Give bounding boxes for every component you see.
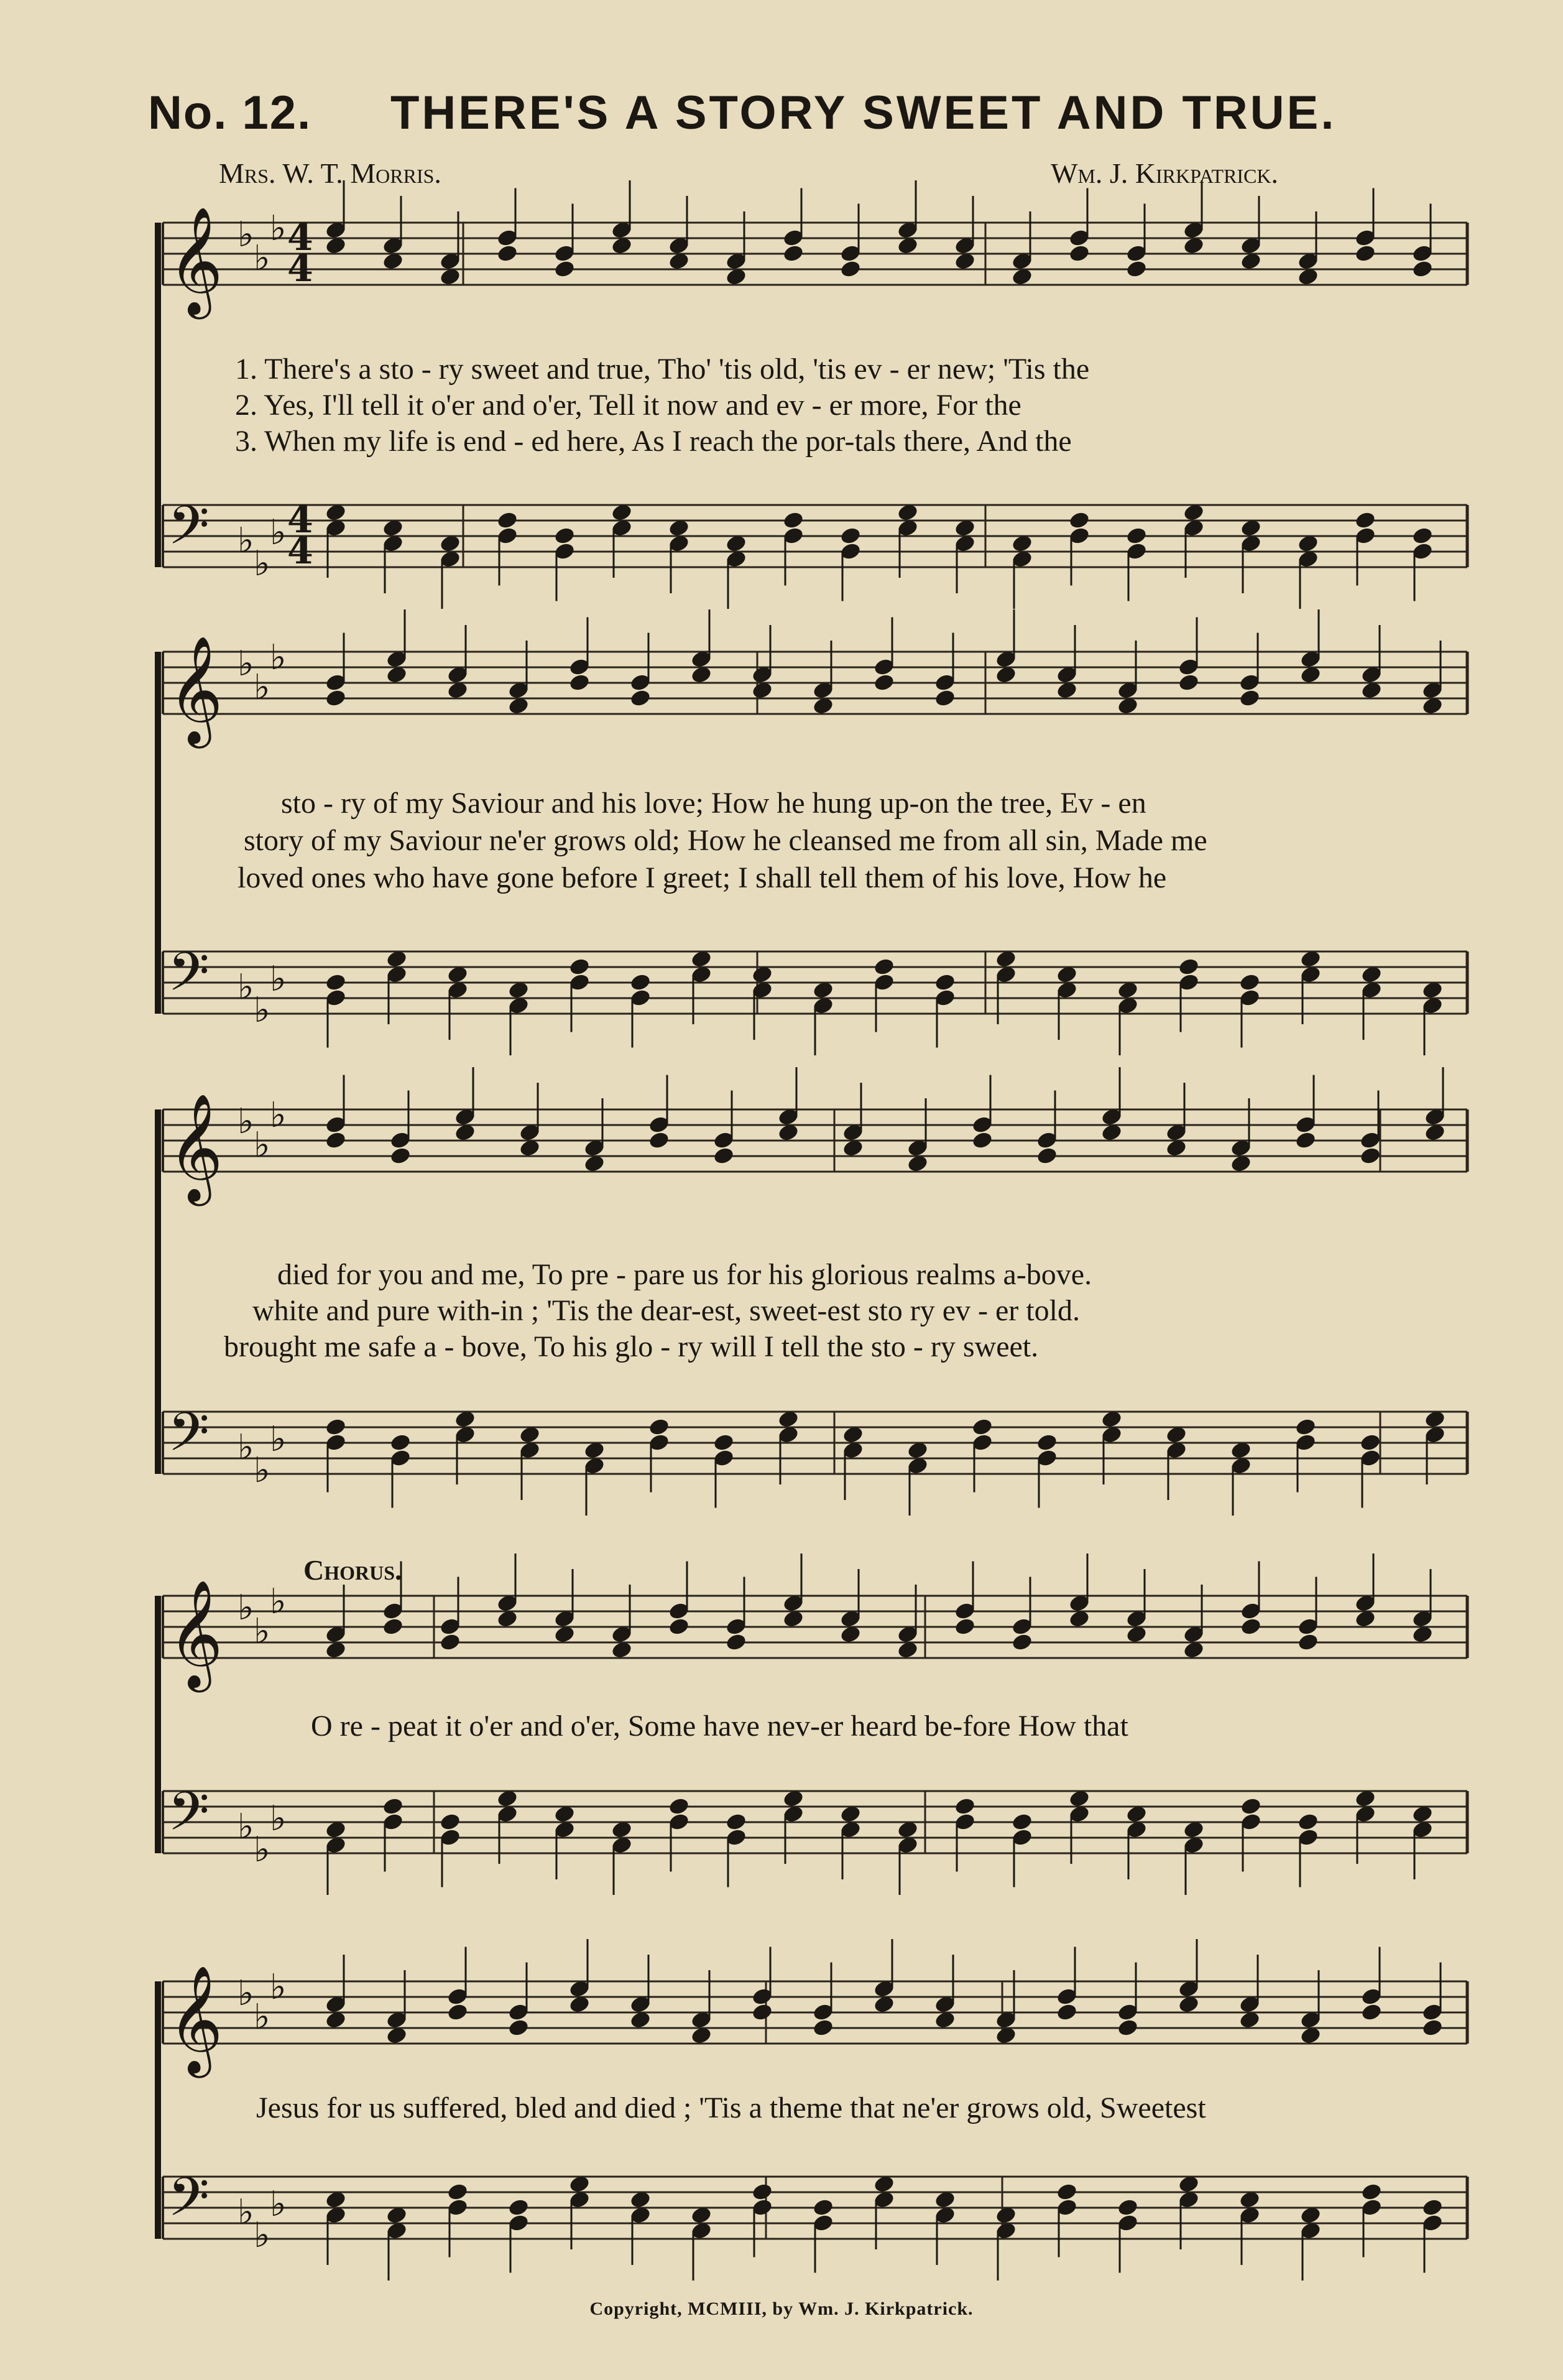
note-head	[1178, 957, 1200, 977]
note-head	[446, 2003, 469, 2022]
note-head	[1360, 2182, 1383, 2202]
treble-clef-icon: 𝄞	[168, 1093, 223, 1202]
flat-sign-icon: ♭	[270, 1799, 287, 1839]
note-head	[712, 1146, 735, 1166]
note-head	[873, 957, 895, 977]
lyric-line: story of my Saviour ne'er grows old; How he cleansed me from all sin, Made me	[244, 824, 1207, 857]
note-head	[725, 1632, 747, 1652]
flat-sign-icon: ♭	[254, 1450, 270, 1491]
note-head	[496, 511, 519, 530]
hymn-composer: Wm. J. Kirkpatrick.	[1051, 157, 1279, 189]
note-head	[1238, 688, 1261, 708]
note-head	[382, 1797, 404, 1817]
treble-clef-icon: 𝄞	[168, 1965, 223, 2073]
note-head	[1068, 244, 1090, 264]
note-head	[1240, 1797, 1262, 1817]
note-head	[389, 1146, 412, 1166]
note-head	[1238, 973, 1261, 993]
bass-clef-icon: 𝄢	[168, 1780, 210, 1856]
treble-clef-icon: 𝄞	[168, 1580, 223, 1688]
flat-sign-icon: ♭	[270, 208, 287, 249]
note-head	[553, 259, 576, 279]
note-head	[668, 1617, 690, 1637]
note-head	[507, 2018, 530, 2038]
note-head	[751, 2182, 773, 2202]
flat-sign-icon: ♭	[270, 637, 287, 678]
note-head	[712, 1433, 735, 1453]
note-head	[1411, 526, 1434, 546]
bass-clef-icon: 𝄢	[168, 494, 210, 570]
note-head	[1125, 259, 1148, 279]
note-head	[325, 1417, 347, 1437]
flat-sign-icon: ♭	[270, 1967, 287, 2007]
bass-clef-icon: 𝄢	[168, 940, 210, 1016]
time-signature-digit: 4	[287, 247, 313, 290]
note-head	[1297, 1812, 1319, 1832]
note-head	[668, 1797, 690, 1817]
flat-sign-icon: ♭	[237, 1807, 254, 1847]
note-head	[934, 973, 956, 993]
hymn-title: THERE'S A STORY SWEET AND TRUE.	[390, 86, 1337, 139]
note-head	[971, 1131, 994, 1151]
note-head	[1056, 2003, 1078, 2022]
note-head	[648, 1131, 670, 1151]
note-head	[568, 957, 591, 977]
bass-clef-icon: 𝄢	[168, 2165, 210, 2241]
note-head	[507, 2198, 530, 2218]
note-head	[496, 244, 519, 264]
chorus-label: Chorus.	[303, 1554, 402, 1586]
note-head	[782, 511, 805, 530]
note-head	[1359, 1433, 1381, 1453]
flat-sign-icon: ♭	[254, 1830, 270, 1870]
flat-sign-icon: ♭	[254, 238, 270, 279]
flat-sign-icon: ♭	[237, 215, 254, 255]
treble-clef-icon: 𝄞	[168, 636, 223, 744]
note-head	[553, 526, 576, 546]
note-head	[629, 973, 652, 993]
note-head	[812, 2018, 834, 2038]
note-head	[782, 244, 805, 264]
flat-sign-icon: ♭	[270, 1581, 287, 1622]
note-head	[954, 1797, 976, 1817]
lyric-line: 1. There's a sto - ry sweet and true, Tho' 'tis old, 'tis ev - er new; 'Tis the	[235, 353, 1090, 386]
note-head	[446, 2182, 469, 2202]
lyric-line: O re - peat it o'er and o'er, Some have nev-er heard be-fore How that	[311, 1710, 1128, 1743]
flat-sign-icon: ♭	[270, 1419, 287, 1460]
note-head	[1056, 2182, 1078, 2202]
note-head	[1011, 1812, 1033, 1832]
flat-sign-icon: ♭	[237, 521, 254, 561]
note-head	[382, 1617, 404, 1637]
flat-sign-icon: ♭	[270, 1095, 287, 1136]
flat-sign-icon: ♭	[237, 1973, 254, 2014]
note-head	[1421, 2198, 1444, 2218]
time-signature-digit: 4	[287, 216, 313, 259]
note-head	[439, 1812, 461, 1832]
note-head	[1036, 1433, 1058, 1453]
flat-sign-icon: ♭	[254, 990, 270, 1030]
flat-sign-icon: ♭	[270, 959, 287, 999]
note-head	[1359, 1146, 1381, 1166]
note-head	[325, 688, 347, 708]
time-signature-digit: 4	[287, 498, 313, 542]
note-head	[725, 1812, 747, 1832]
note-head	[1117, 2018, 1139, 2038]
flat-sign-icon: ♭	[237, 1427, 254, 1468]
flat-sign-icon: ♭	[254, 1997, 270, 2037]
note-head	[954, 1617, 976, 1637]
time-signature-digit: 4	[287, 529, 313, 573]
flat-sign-icon: ♭	[254, 1125, 270, 1165]
lyric-line: died for you and me, To pre - pare us for his glorious realms a-bove.	[277, 1258, 1092, 1291]
note-head	[971, 1417, 994, 1437]
flat-sign-icon: ♭	[254, 667, 270, 708]
note-head	[439, 1632, 461, 1652]
note-head	[1294, 1417, 1317, 1437]
note-head	[1125, 526, 1148, 546]
note-head	[1068, 511, 1090, 530]
lyric-line: Jesus for us suffered, bled and died ; 'Tis a theme that ne'er grows old, Sweetest	[256, 2091, 1206, 2124]
flat-sign-icon: ♭	[237, 644, 254, 684]
lyric-line: 2. Yes, I'll tell it o'er and o'er, Tell it now and ev - er more, For the	[235, 389, 1021, 422]
note-head	[812, 2198, 834, 2218]
note-head	[751, 2003, 773, 2022]
lyric-line: brought me safe a - bove, To his glo - ry will I tell the sto - ry sweet.	[224, 1330, 1039, 1363]
note-head	[389, 1433, 412, 1453]
note-head	[325, 973, 347, 993]
note-head	[1360, 2003, 1383, 2022]
note-head	[1297, 1632, 1319, 1652]
note-head	[1117, 2198, 1139, 2218]
flat-sign-icon: ♭	[237, 1588, 254, 1628]
flat-sign-icon: ♭	[254, 1611, 270, 1652]
note-head	[1354, 244, 1376, 264]
note-head	[648, 1417, 670, 1437]
note-head	[1294, 1131, 1317, 1151]
note-head	[1421, 2018, 1444, 2038]
bass-clef-icon: 𝄢	[168, 1401, 210, 1476]
note-head	[1011, 1632, 1033, 1652]
flat-sign-icon: ♭	[237, 967, 254, 1007]
lyric-line: loved ones who have gone before I greet; I shall tell them of his love, How he	[237, 861, 1167, 894]
note-head	[1178, 673, 1200, 693]
note-head	[1240, 1617, 1262, 1637]
note-head	[325, 1131, 347, 1151]
note-head	[839, 526, 862, 546]
note-head	[1036, 1146, 1058, 1166]
hymn-number: No. 12.	[148, 86, 312, 139]
hymn-author: Mrs. W. T. Morris.	[219, 157, 441, 189]
treble-clef-icon: 𝄞	[168, 206, 223, 315]
note-head	[873, 673, 895, 693]
lyric-line: sto - ry of my Saviour and his love; How he hung up-on the tree, Ev - en	[281, 787, 1146, 820]
flat-sign-icon: ♭	[270, 512, 287, 553]
note-head	[1411, 259, 1434, 279]
flat-sign-icon: ♭	[254, 544, 270, 584]
note-head	[934, 688, 956, 708]
lyric-line: white and pure with-in ; 'Tis the dear-est, sweet-est sto ry ev - er told.	[252, 1294, 1080, 1327]
lyric-line: 3. When my life is end - ed here, As I reach the por-tals there, And the	[235, 425, 1072, 458]
note-head	[629, 688, 652, 708]
note-head	[568, 673, 591, 693]
flat-sign-icon: ♭	[237, 2192, 254, 2233]
flat-sign-icon: ♭	[270, 2184, 287, 2225]
note-head	[1354, 511, 1376, 530]
note-head	[839, 259, 862, 279]
copyright-notice: Copyright, MCMIII, by Wm. J. Kirkpatrick.	[589, 2299, 974, 2319]
flat-sign-icon: ♭	[237, 1101, 254, 1142]
flat-sign-icon: ♭	[254, 2215, 270, 2256]
